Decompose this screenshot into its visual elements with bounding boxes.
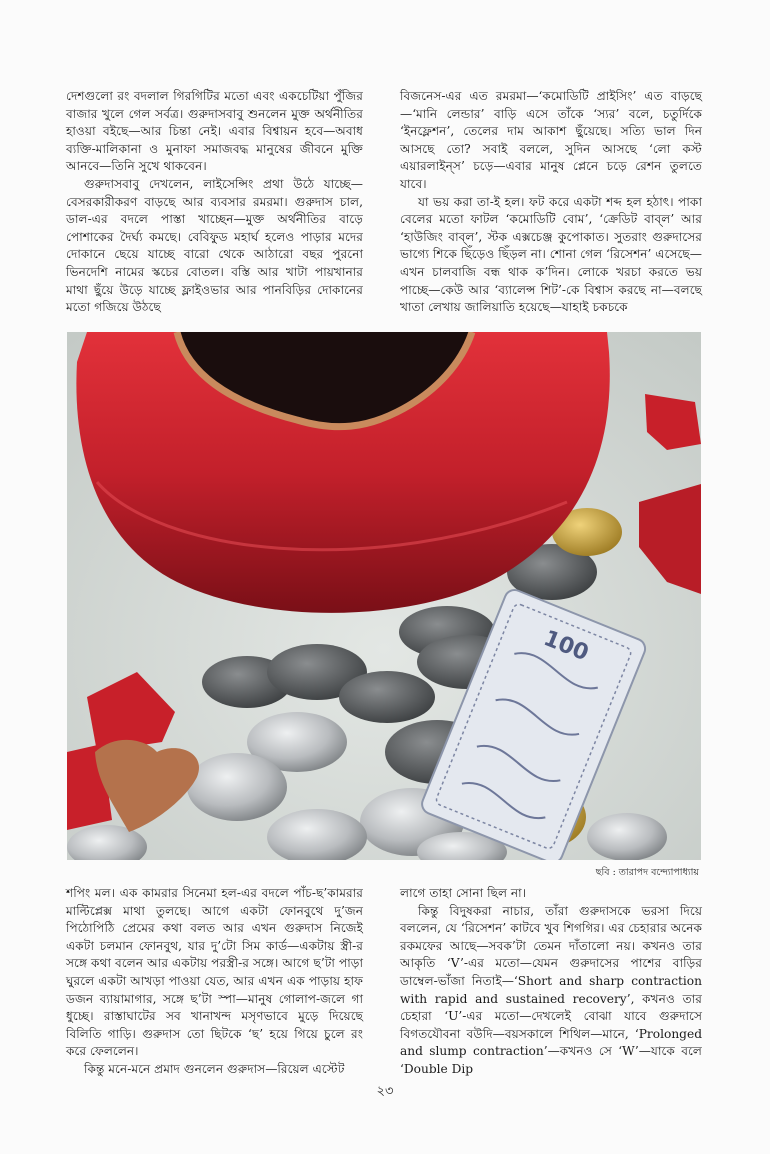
page-number: ২৩ (376, 1084, 394, 1099)
paragraph: লাগে তাহা সোনা ছিল না। (400, 886, 527, 900)
paragraph: দেশগুলো রং বদলাল গিরগিটির মতো এবং একচেটিয়া পুঁজির বাজার খুলে গেল সর্বত্র। গুরুদাসবাবু শুনলেন মুক্ত অর্থনীতির হাওয়া বইছে—আর চিন্তা নেই। এবার বিশ্বায়ন হবে—অবাধ ব্যক্তি-মালিকানা ও মুনাফা সমাজবদ্ধ মানুষের জীবনে মুক্তি আনবে—তিনি সুখে থাকবেন। (66, 89, 363, 174)
bottom-right-column (400, 885, 702, 1079)
paragraph: কিন্তু মনে-মনে প্রমাদ গুনলেন গুরুদাস—রিয়েল এস্টেট (84, 1061, 345, 1076)
paragraph: বিজনেস-এর এত রমরমা—‘কমোডিটি প্রাইসিং’ এত বাড়ছে—‘মানি লেন্ডার’ বাড়ি এসে তাঁকে ‘স্যর’ বলে, চতুর্দিকে ‘ইনফ্লেশন’, তেলের দাম আকাশ ছুঁয়েছে। সত্যি ভাল দিন আসছে তো? সবাই বললে, সুদিন আসছে ‘লো কস্ট এয়ারলাইন্‌স’ চড়ে—এবার মানুষ প্লেনে চড়ে রেশন তুলতে যাবে। (400, 89, 702, 191)
bottom-left-column (66, 885, 363, 1079)
top-right-column (400, 88, 702, 317)
paragraph: কিন্তু বিদুষকরা নাচার, তাঁরা গুরুদাসকে ভরসা দিয়ে বললেন, যে ‘রিসেশন’ কাটবে খুব শিগগির। এর চেহারার অনেক রকমফের আছে—সবক’টা তেমন দাঁতালো নয়। কখনও তার আকৃতি ‘V’-এর মতো—যেমন গুরুদাসের পাশের বাড়ির ডাম্বেল-ভাঁজা নিতাই—‘Short and sharp contraction with rapid and sustained recovery’, কখনও তার চেহারা ‘U’-এর মতো—দেখলেই বোঝা যাবে গুরুদাসে বিগতযৌবনা বউদি—বয়সকালে শিথিল—মানে, ‘Prolonged and slump contraction’—কখনও সে ‘W’—যাকে বলে ‘Double Dip (400, 903, 702, 1076)
paragraph: গুরুদাসবাবু দেখলেন, লাইসেন্সিং প্রথা উঠে যাচ্ছে—বেসরকারীকরণ বাড়ছে আর ব্যবসার রমরমা। গুরুদাস চাল, ডাল-এর বদলে পাস্তা খাচ্ছেন—মুক্ত অর্থনীতির বাড়ে পোশাকের দৈর্ঘ্য কমছে। বেবিফুড মহার্ঘ হলেও পাড়ার মদের দোকানে ছেয়ে যাচ্ছে বারো থেকে আঠারো বছর পুরনো ভিনদেশি নামের স্কচের বোতল। বস্তি আর খাটা পায়খানার মাথা ছুঁয়ে উড়ে যাচ্ছে ফ্লাইওভার আর পানবিড়ির দোকানের মতো গজিয়ে উঠছে (66, 176, 363, 315)
photo-caption: ছবি : তারাপদ বন্দ্যোপাধ্যায় (595, 867, 699, 878)
photo-broken-piggy-bank (67, 332, 701, 860)
paragraph: যা ভয় করা তা-ই হল। ফট করে একটা শব্দ হল হঠাৎ। পাকা বেলের মতো ফাটল ‘কমোডিটি বোম’, ‘ক্রেডিট বাব্‌ল’ আর ‘হাউজিং বাব্‌ল’, স্টক এক্সচেঞ্জ কুপোকাত। সুতরাং গুরুদাসের ভাগ্যে শিকে ছিঁড়েও ছিঁড়ল না। শোনা গেল ‘রিসেশন’ এসেছে—এখন চালবাজি বন্ধ থাক ক’দিন। লোকে খরচা করতে ভয় পাচ্ছে—কেউ আর ‘ব্যালেন্স শিট’-কে বিশ্বাস করছে না—বলছে খাতা লেখায় জালিয়াতি হয়েছে—যাহাই চকচকে (400, 194, 702, 315)
top-left-column (66, 88, 363, 317)
paragraph: শপিং মল। এক কামরার সিনেমা হল-এর বদলে পাঁচ-ছ’কামরার মাল্টিপ্লেক্স মাথা তুলছে। আগে একটা ফোনবুথে দু’জন পিঠোপিঠি প্রেমের কথা বলত আর এখন গুরুদাস নিজেই একটা চলমান ফোনবুথ, যার দু’টো সিম কার্ড—একটায় স্ত্রী-র সঙ্গে কথা বলেন আর একটায় পরস্ত্রী-র সঙ্গে। আগে ছ’টা পাড়া ঘুরলে একটা আখড়া পাওয়া যেত, আর এখন এক পাড়ায় হাফ ডজন ব্যায়ামাগার, সঙ্গে ছ’টা স্পা—মানুষ গোলাপ-জলে গা ধুচ্ছে। রাস্তাঘাটের সব খানাখন্দ মসৃণভাবে মুড়ে দিয়েছে বিলিতি গাড়ি। গুরুদাস তো ছিটকে ‘ছ’ হয়ে গিয়ে চুলে রং করে ফেললেন। (66, 886, 363, 1059)
banknote-denomination: 100 (540, 625, 592, 667)
